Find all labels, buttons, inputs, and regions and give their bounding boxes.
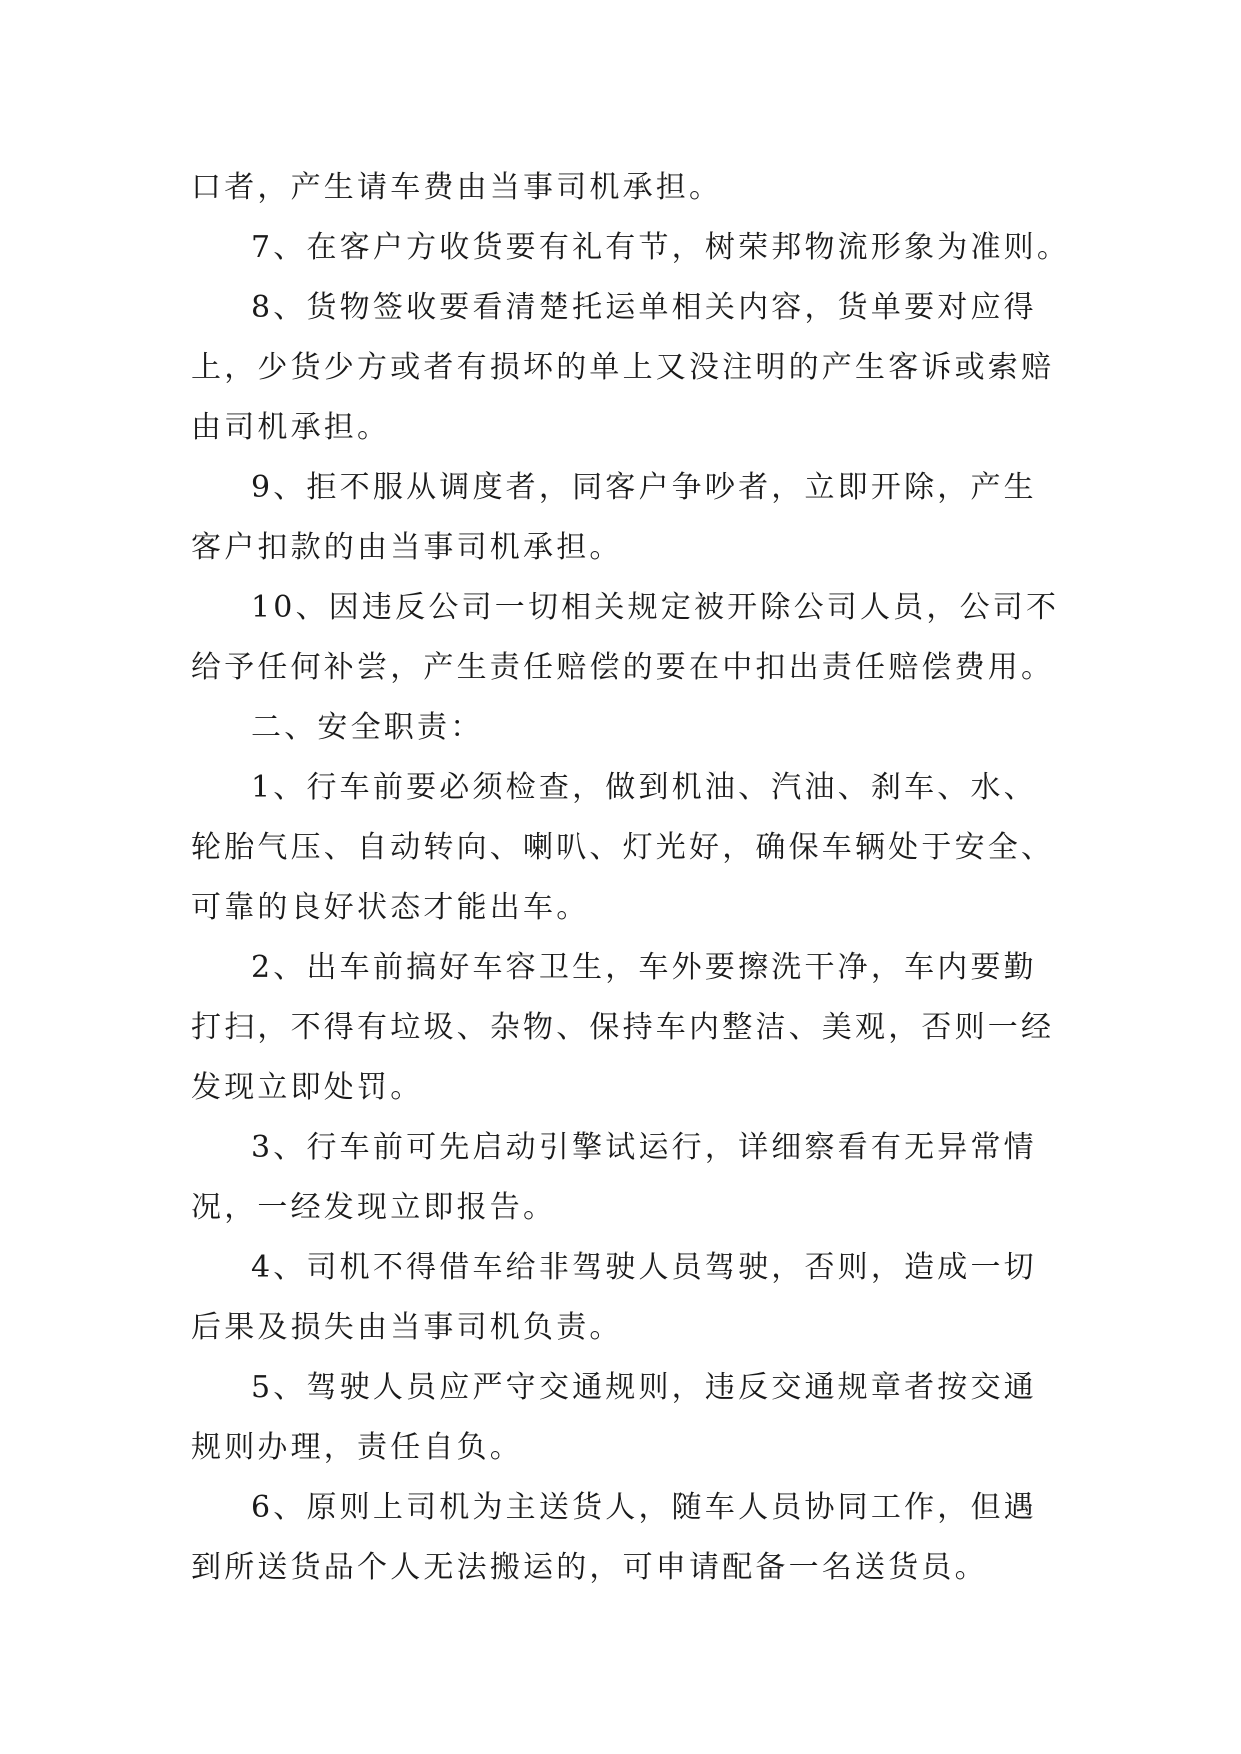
text-line: 况，一经发现立即报告。: [191, 1190, 557, 1225]
text-line: 10、因违反公司一切相关规定被开除公司人员，公司不: [251, 590, 1060, 625]
text-line: 由司机承担。: [191, 410, 391, 445]
text-line: 6、原则上司机为主送货人，随车人员协同工作，但遇: [251, 1490, 1037, 1525]
text-line: 客户扣款的由当事司机承担。: [191, 530, 623, 565]
text-line: 4、司机不得借车给非驾驶人员驾驶，否则，造成一切: [251, 1250, 1037, 1285]
text-line: 轮胎气压、自动转向、喇叭、灯光好，确保车辆处于安全、: [191, 830, 1055, 865]
document-body: [191, 158, 1071, 1598]
text-line: 口者，产生请车费由当事司机承担。: [191, 170, 723, 205]
text-line: 给予任何补尝，产生责任赔偿的要在中扣出责任赔偿费用。: [191, 650, 1055, 685]
text-line: 2、出车前搞好车容卫生，车外要擦洗干净，车内要勤: [251, 950, 1037, 985]
text-line: 规则办理，责任自负。: [191, 1430, 523, 1465]
text-line: 上，少货少方或者有损坏的单上又没注明的产生客诉或索赔: [191, 350, 1055, 385]
text-line: 7、在客户方收货要有礼有节，树荣邦物流形象为准则。: [251, 230, 1071, 265]
text-line: 9、拒不服从调度者，同客户争吵者，立即开除，产生: [251, 470, 1037, 505]
text-line: 到所送货品个人无法搬运的，可申请配备一名送货员。: [191, 1550, 988, 1585]
text-line: 后果及损失由当事司机负责。: [191, 1310, 623, 1345]
text-line: 5、驾驶人员应严守交通规则，违反交通规章者按交通: [251, 1370, 1037, 1405]
section-heading: 二、安全职责：: [251, 710, 484, 745]
text-line: 发现立即处罚。: [191, 1070, 424, 1105]
text-line: 可靠的良好状态才能出车。: [191, 890, 590, 925]
text-line: 1、行车前要必须检查，做到机油、汽油、刹车、水、: [251, 770, 1037, 805]
text-line: 3、行车前可先启动引擎试运行，详细察看有无异常情: [251, 1130, 1037, 1165]
text-line: 8、货物签收要看清楚托运单相关内容，货单要对应得: [251, 290, 1037, 325]
text-line: 打扫，不得有垃圾、杂物、保持车内整洁、美观，否则一经: [191, 1010, 1055, 1045]
